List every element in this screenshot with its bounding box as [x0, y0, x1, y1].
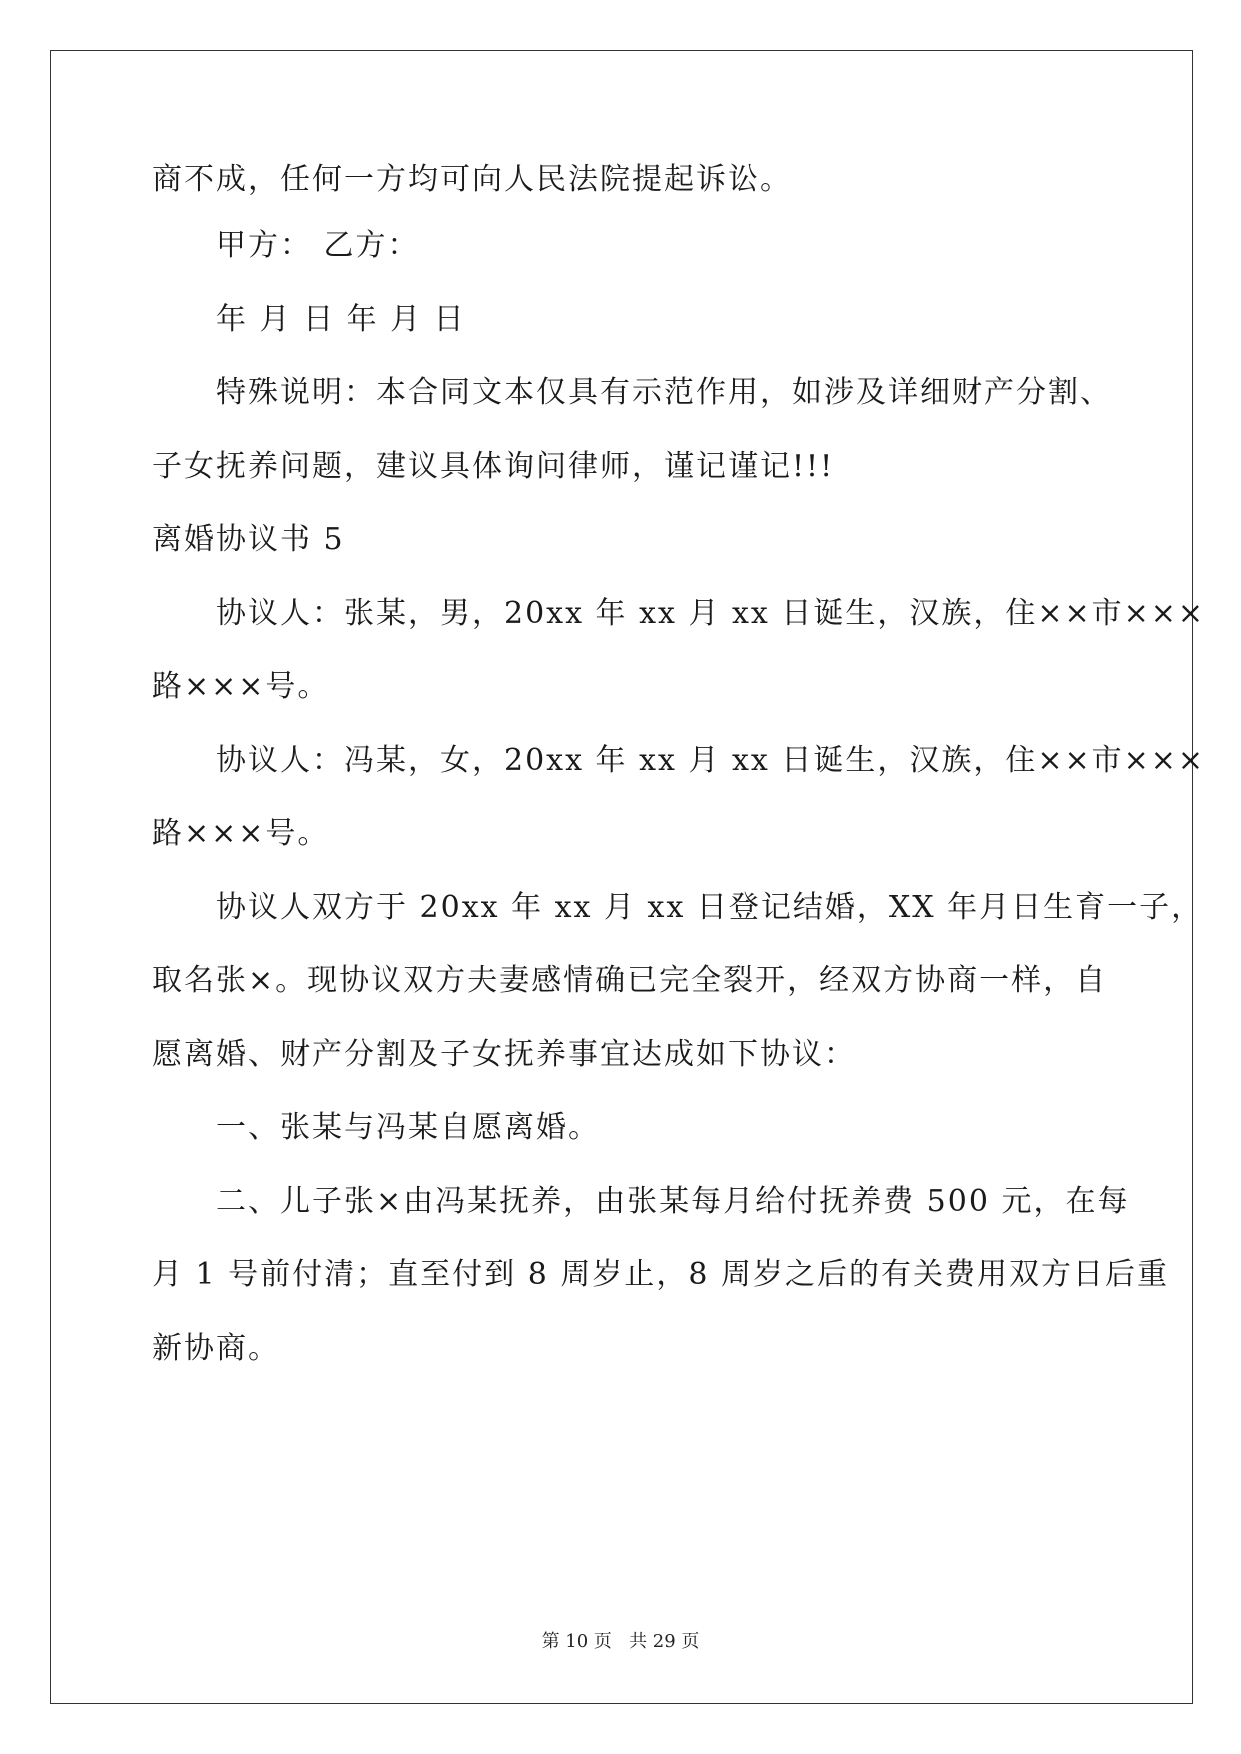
text-line-signature-parties: 甲方： 乙方： [216, 228, 420, 263]
text-line: 协议人：冯某，女，20xx 年 xx 月 xx 日诞生，汉族，住××市××× [216, 743, 1206, 778]
text-line: 取名张×。现协议双方夫妻感情确已完全裂开，经双方协商一样，自 [152, 963, 1108, 998]
text-line: 商不成，任何一方均可向人民法院提起诉讼。 [152, 162, 792, 197]
text-line: 子女抚养问题，建议具体询问律师，谨记谨记!!! [152, 449, 835, 484]
page-footer [0, 1630, 1241, 1654]
text-line: 协议人：张某，男，20xx 年 xx 月 xx 日诞生，汉族，住××市××× [216, 596, 1206, 631]
page-border [50, 50, 1193, 1704]
text-line: 协议人双方于 20xx 年 xx 月 xx 日登记结婚，XX 年月日生育一子， [216, 890, 1204, 925]
text-line-signature-dates: 年 月 日 年 月 日 [216, 302, 466, 337]
text-line: 路×××号。 [152, 816, 330, 851]
text-line: 路×××号。 [152, 669, 330, 704]
text-line: 特殊说明：本合同文本仅具有示范作用，如涉及详细财产分割、 [216, 375, 1112, 410]
text-line: 愿离婚、财产分割及子女抚养事宜达成如下协议： [152, 1037, 856, 1072]
text-line: 一、张某与冯某自愿离婚。 [216, 1110, 600, 1145]
text-line: 二、儿子张×由冯某抚养，由张某每月给付抚养费 500 元，在每 [216, 1184, 1130, 1219]
text-line: 新协商。 [152, 1331, 280, 1366]
section-heading: 离婚协议书 5 [152, 522, 345, 557]
page-number-label: 第 10 页 共 29 页 [541, 1631, 700, 1652]
text-line: 月 1 号前付清；直至付到 8 周岁止，8 周岁之后的有关费用双方日后重 [152, 1257, 1169, 1292]
